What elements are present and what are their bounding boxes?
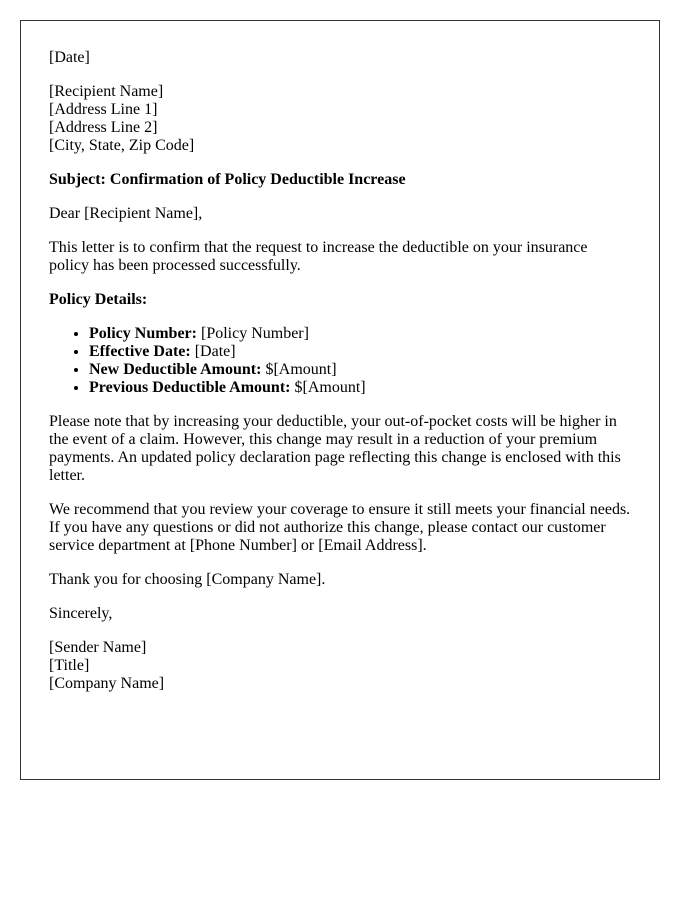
closing-line: Sincerely,: [49, 605, 113, 622]
letter-document: [20, 20, 660, 780]
recipient-address-line-1: [Address Line 1]: [49, 101, 158, 118]
policy-detail-label: Previous Deductible Amount:: [89, 379, 291, 396]
recipient-name: [Recipient Name]: [49, 83, 164, 100]
sender-signature-block: [49, 639, 631, 693]
letter-subject: Subject: Confirmation of Policy Deductible Increase: [49, 171, 406, 188]
policy-detail-label: Policy Number:: [89, 325, 197, 342]
sender-title: [Title]: [49, 657, 90, 674]
policy-detail-value: [Date]: [190, 343, 236, 360]
policy-details-heading: Policy Details:: [49, 291, 148, 308]
policy-detail-value: $[Amount]: [261, 361, 337, 378]
sender-name: [Sender Name]: [49, 639, 147, 656]
recipient-address-line-2: [Address Line 2]: [49, 119, 158, 136]
salutation: Dear [Recipient Name],: [49, 205, 203, 222]
intro-paragraph: This letter is to confirm that the request to increase the deductible on your insurance policy has been processed successfully.: [49, 239, 588, 274]
policy-detail-item: [89, 361, 631, 379]
recommendation-paragraph: We recommend that you review your coverage to ensure it still meets your financial needs. If you have any questions or did not authorize this change, please contact our customer service department at [Phone Number] or [Email Address].: [49, 501, 631, 554]
policy-detail-value: [Policy Number]: [196, 325, 309, 342]
recipient-address-block: [49, 83, 631, 155]
policy-detail-label: Effective Date:: [89, 343, 191, 360]
policy-detail-item: [89, 379, 631, 397]
policy-details-list: [49, 325, 631, 397]
recipient-city-state-zip: [City, State, Zip Code]: [49, 137, 195, 154]
note-paragraph: Please note that by increasing your deductible, your out-of-pocket costs will be higher in the event of a claim. However, this change may result in a reduction of your premium payments. An updated policy declaration page reflecting this change is enclosed with this letter.: [49, 413, 621, 484]
thank-you-line: Thank you for choosing [Company Name].: [49, 571, 326, 588]
policy-detail-value: $[Amount]: [290, 379, 366, 396]
sender-company: [Company Name]: [49, 675, 165, 692]
policy-detail-item: [89, 325, 631, 343]
letter-date: [Date]: [49, 49, 90, 66]
policy-detail-label: New Deductible Amount:: [89, 361, 262, 378]
policy-detail-item: [89, 343, 631, 361]
